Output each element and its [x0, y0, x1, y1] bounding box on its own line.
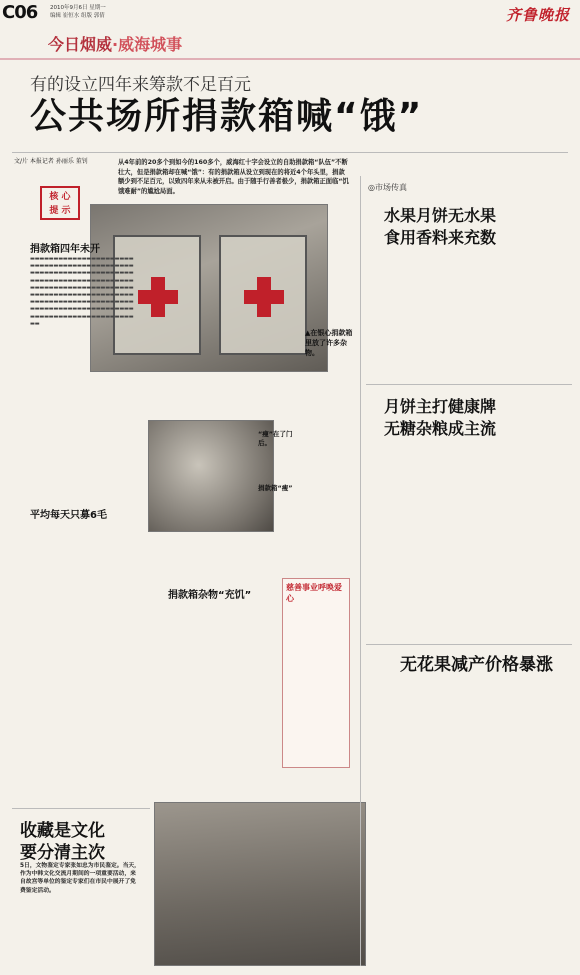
collection-lead: 5日，文物鉴定专家张如忠为市民鉴定。当天，作为中韩文化交流月期间的一项重要活动，来自故宫等单位的鉴定专家们在市民中展开了免费鉴定活动。: [20, 863, 140, 894]
healthy-mooncake-headline: [384, 396, 496, 440]
key-points-box: [40, 186, 80, 220]
small-box-photo: [148, 420, 274, 532]
subhead-box-not-opened: 捐款箱四年未开: [30, 244, 100, 255]
fig-price-headline: 无花果减产价格暴涨: [400, 655, 553, 675]
key-points-label: 核 心 提 示: [49, 192, 71, 216]
main-photo-caption: ▲在银心捐款箱里放了许多杂物。: [305, 329, 353, 357]
column-text-filler: ▬▬▬▬▬▬▬▬▬▬▬▬▬▬▬▬▬▬▬▬▬▬▬▬▬▬▬▬▬▬▬▬▬▬▬▬▬▬▬▬▬▬▬▬▬▬▬▬▬▬▬▬▬▬▬▬▬▬▬▬▬▬▬▬▬▬▬▬▬▬▬▬▬▬▬▬▬▬▬▬▬▬▬▬▬▬▬▬▬▬▬▬▬▬▬▬▬▬▬▬▬▬▬▬▬▬▬▬▬▬▬▬▬▬▬▬▬▬▬▬▬▬▬▬▬▬▬▬▬▬▬▬▬▬▬▬▬▬▬▬▬▬▬▬▬▬▬▬▬▬▬▬▬▬▬▬▬▬▬▬▬▬▬▬▬▬▬▬▬▬▬▬▬▬▬▬▬▬▬▬▬▬▬▬▬▬▬▬▬▬▬▬▬▬▬▬▬▬▬▬: [30, 256, 134, 327]
healthy-mooncake-headline-line2: 无糖杂粮成主流: [384, 419, 497, 438]
main-byline: 文/片 本报记者 孙丽乐 董钊: [14, 158, 88, 165]
issue-meta: [50, 5, 170, 20]
appraisal-photo: [154, 802, 366, 966]
rule-divider: [366, 384, 572, 385]
fruit-mooncake-headline-line2: 食用香料来充数: [384, 228, 497, 247]
small-photo-caption: 捐款箱“瘦”: [258, 484, 293, 492]
column-divider: [360, 176, 361, 966]
rule-divider: [12, 808, 150, 809]
fruit-mooncake-headline-line1: 水果月饼无水果: [384, 206, 497, 225]
main-lead: 从4年前的20多个到如今的160多个，威海红十字会设立的自助捐款箱“队伍”不断壮大，但是捐款箱却在喊“饿”：有的捐款箱从设立到现在的将近4个年头里，捐款额少到不足百元，以致四年来从未被开启。由于随手行善者极少，捐款箱正面临“饥饿难耐”的尴尬局面。: [118, 159, 349, 195]
collection-headline-line1: 收藏是文化: [20, 821, 105, 841]
collection-headline: [20, 820, 105, 864]
donation-box-right: [219, 235, 307, 355]
page-number: C06: [2, 2, 38, 23]
market-tag: ◎市场传真: [368, 183, 407, 192]
rule-divider: [366, 644, 572, 645]
main-headline: 公共场所捐款箱喊“饿”: [30, 96, 424, 137]
rule-divider: [12, 152, 568, 153]
charity-title: 慈善事业呼唤爱心: [286, 583, 342, 603]
section-subname: ·威海城事: [112, 35, 183, 54]
newspaper-brand: 齐鲁晚报: [505, 6, 570, 24]
subhead-sundries: 捐款箱杂物“充饥”: [168, 590, 252, 601]
issue-editor: 编辑 崔恒水 组版 郭倩: [50, 12, 105, 19]
section-name: 今日烟威: [48, 35, 113, 54]
subhead-average-daily: 平均每天只募6毛: [30, 510, 107, 521]
small-photo-caption-top: “瘦”在了门后。: [258, 430, 293, 447]
main-kicker: 有的设立四年来筹款不足百元: [30, 75, 251, 95]
charity-sidebar: [282, 578, 350, 768]
section-title: [48, 32, 182, 55]
issue-date: 2010年9月6日 星期一: [50, 5, 106, 11]
collection-headline-line2: 要分清主次: [20, 843, 105, 863]
fruit-mooncake-headline: [384, 205, 496, 249]
healthy-mooncake-headline-line1: 月饼主打健康牌: [384, 397, 497, 416]
